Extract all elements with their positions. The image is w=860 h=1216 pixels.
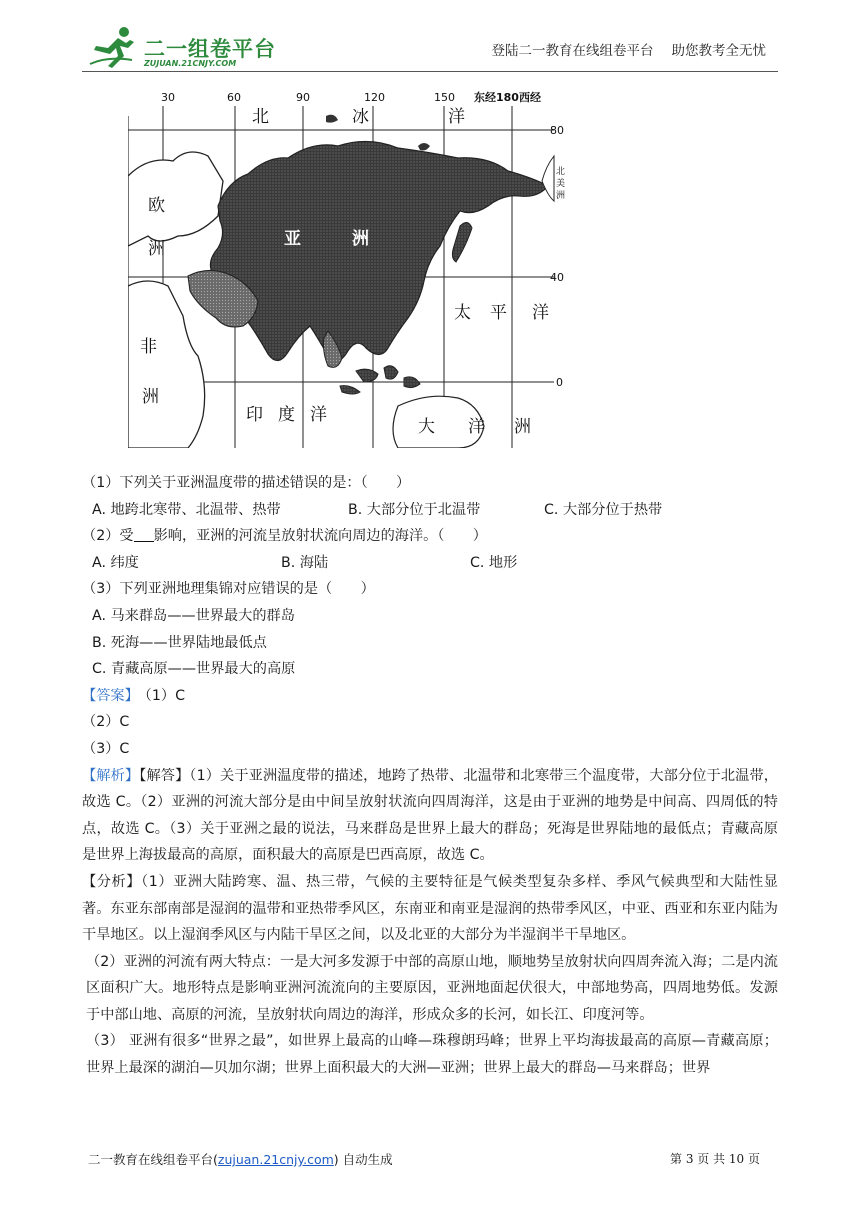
lon-label-120: 120 <box>364 91 385 104</box>
q2-option-b[interactable]: B. 海陆 <box>281 554 329 571</box>
question-2 <box>82 523 778 550</box>
answer-line-1 <box>82 683 778 710</box>
lon-label-180: 东经180西经 <box>474 91 541 104</box>
lat-label-0: 0 <box>556 376 563 389</box>
answer-1: （1）C <box>144 687 185 704</box>
q2-blank <box>134 525 154 542</box>
q2-suffix: 影响，亚洲的河流呈放射状流向周边的海洋。（ ） <box>153 528 487 545</box>
lon-label-90: 90 <box>296 91 310 104</box>
analysis-tag: 【解析】 <box>82 767 140 784</box>
analysis-paragraph <box>82 763 778 869</box>
footer-prefix: 二一教育在线组卷平台( <box>88 1152 218 1167</box>
label-arctic-2: 冰 <box>352 107 369 127</box>
runner-logo-icon <box>88 26 140 70</box>
logo-subtitle: ZUJUAN.21CNJY.COM <box>144 59 237 68</box>
lon-label-30: 30 <box>161 91 175 104</box>
q1-option-a[interactable]: A. 地跨北寒带、北温带、热带 <box>92 501 281 518</box>
logo-title: 二一组卷平台 <box>144 37 276 61</box>
q2-option-c[interactable]: C. 地形 <box>470 554 518 571</box>
label-namerica-1: 北 <box>556 167 566 177</box>
header-divider <box>82 71 778 72</box>
explanation-tag: 【分析】 <box>82 873 142 890</box>
analysis-text: 【解答】（1）关于亚洲温度带的描述，地跨了热带、北温带和北寒带三个温度带，大部分位于北温带，故选 C。（2）亚洲的河流大部分是由中间呈放射状流向四周海洋，这是由于亚洲的地势是中间高、四周低的特点，故选 C。（3）关于亚洲之最的说法，马来群岛是世界上最大的群岛；死海是世界陆地的最低点；青藏高原是世界上海拔最高的高原，面积最大的高原是巴西高原，故选 C。 <box>82 767 778 864</box>
label-pacific-2: 平 <box>490 303 507 323</box>
explanation-p1: （1）亚洲大陆跨寒、温、热三带，气候的主要特征是气候类型复杂多样、季风气候典型和大陆性显著。东亚东部南部是湿润的温带和亚热带季风区，东南亚和南亚是湿润的热带季风区，中亚、西亚和东亚内陆为干旱地区。以上湿润季风区与内陆干旱区之间，以及北亚的大部分为半湿润半干旱地区。 <box>82 873 778 944</box>
label-asia-1: 亚 <box>284 229 301 249</box>
question-2-options <box>82 550 778 577</box>
label-europe-2: 洲 <box>148 239 165 259</box>
q1-option-b[interactable]: B. 大部分位于北温带 <box>348 501 481 518</box>
header-link-login[interactable]: 登陆二一教育在线组卷平台 <box>491 43 654 59</box>
answer-2: （2）C <box>82 714 130 731</box>
label-namerica-3: 洲 <box>556 191 566 201</box>
lon-label-60: 60 <box>227 91 241 104</box>
answer-tag: 【答案】 <box>82 687 139 704</box>
q1-option-c[interactable]: C. 大部分位于热带 <box>544 501 663 518</box>
explanation-paragraph-1 <box>82 869 778 949</box>
label-arctic-3: 洋 <box>448 107 465 127</box>
label-oceania-2: 洋 <box>468 417 485 437</box>
label-namerica-2: 美 <box>556 179 566 189</box>
asia-map <box>128 86 568 448</box>
label-africa-1: 非 <box>140 337 157 357</box>
question-3: （3）下列亚洲地理集锦对应错误的是（ ） <box>82 581 375 598</box>
answer-3: （3）C <box>82 740 130 757</box>
explanation-paragraph-3: （3） 亚洲有很多“世界之最”，如世界上最高的山峰—珠穆朗玛峰；世界上平均海拔最高的高原—青藏高原；世界上最深的湖泊—贝加尔湖；世界上面积最大的大洲—亚洲；世界上最大的群岛—马来群岛；世界 <box>86 1033 778 1077</box>
footer-link[interactable]: zujuan.21cnjy.com <box>217 1152 334 1167</box>
label-asia-2: 洲 <box>352 229 369 249</box>
asia-map-figure <box>128 86 568 448</box>
lon-label-150: 150 <box>434 91 455 104</box>
label-indian-1: 印 <box>246 405 263 425</box>
label-europe-1: 欧 <box>148 196 165 216</box>
label-pacific-1: 太 <box>454 303 471 323</box>
label-oceania-3: 洲 <box>514 417 531 437</box>
page-number: 第 3 页 共 10 页 <box>670 1152 760 1166</box>
page-header <box>82 22 778 74</box>
lat-label-80: 80 <box>550 124 564 137</box>
q2-option-a[interactable]: A. 纬度 <box>92 554 139 571</box>
q2-prefix: （2）受 <box>82 528 134 545</box>
label-pacific-3: 洋 <box>532 303 549 323</box>
label-africa-2: 洲 <box>142 387 159 407</box>
footer-source <box>88 1150 393 1168</box>
lat-label-40: 40 <box>550 271 564 284</box>
header-slogan <box>492 39 767 59</box>
explanation-paragraph-2: （2）亚洲的河流有两大特点：一是大河多发源于中部的高原山地，顺地势呈放射状向四周奔流入海；二是内流区面积广大。地形特点是影响亚洲河流流向的主要原因，亚洲地面起伏很大，中部地势高，四周地势低。发源于中部山地、高原的河流，呈放射状向周边的海洋，形成众多的长河，如长江、印度河等。 <box>86 953 778 1023</box>
q3-option-c[interactable]: C. 青藏高原——世界最大的高原 <box>92 661 296 678</box>
q3-option-b[interactable]: B. 死海——世界陆地最低点 <box>92 634 267 651</box>
label-indian-3: 洋 <box>310 405 327 425</box>
question-content <box>82 470 778 1082</box>
footer-suffix: ) 自动生成 <box>333 1152 393 1167</box>
question-1-options <box>82 497 778 524</box>
label-oceania-1: 大 <box>418 417 435 437</box>
label-arctic-1: 北 <box>252 107 269 127</box>
label-indian-2: 度 <box>278 405 295 425</box>
q3-option-a[interactable]: A. 马来群岛——世界最大的群岛 <box>92 607 295 624</box>
header-slogan-text: 助您教考全无忧 <box>671 43 766 59</box>
site-logo[interactable] <box>82 22 282 72</box>
question-1: （1）下列关于亚洲温度带的描述错误的是：（ ） <box>82 475 411 491</box>
